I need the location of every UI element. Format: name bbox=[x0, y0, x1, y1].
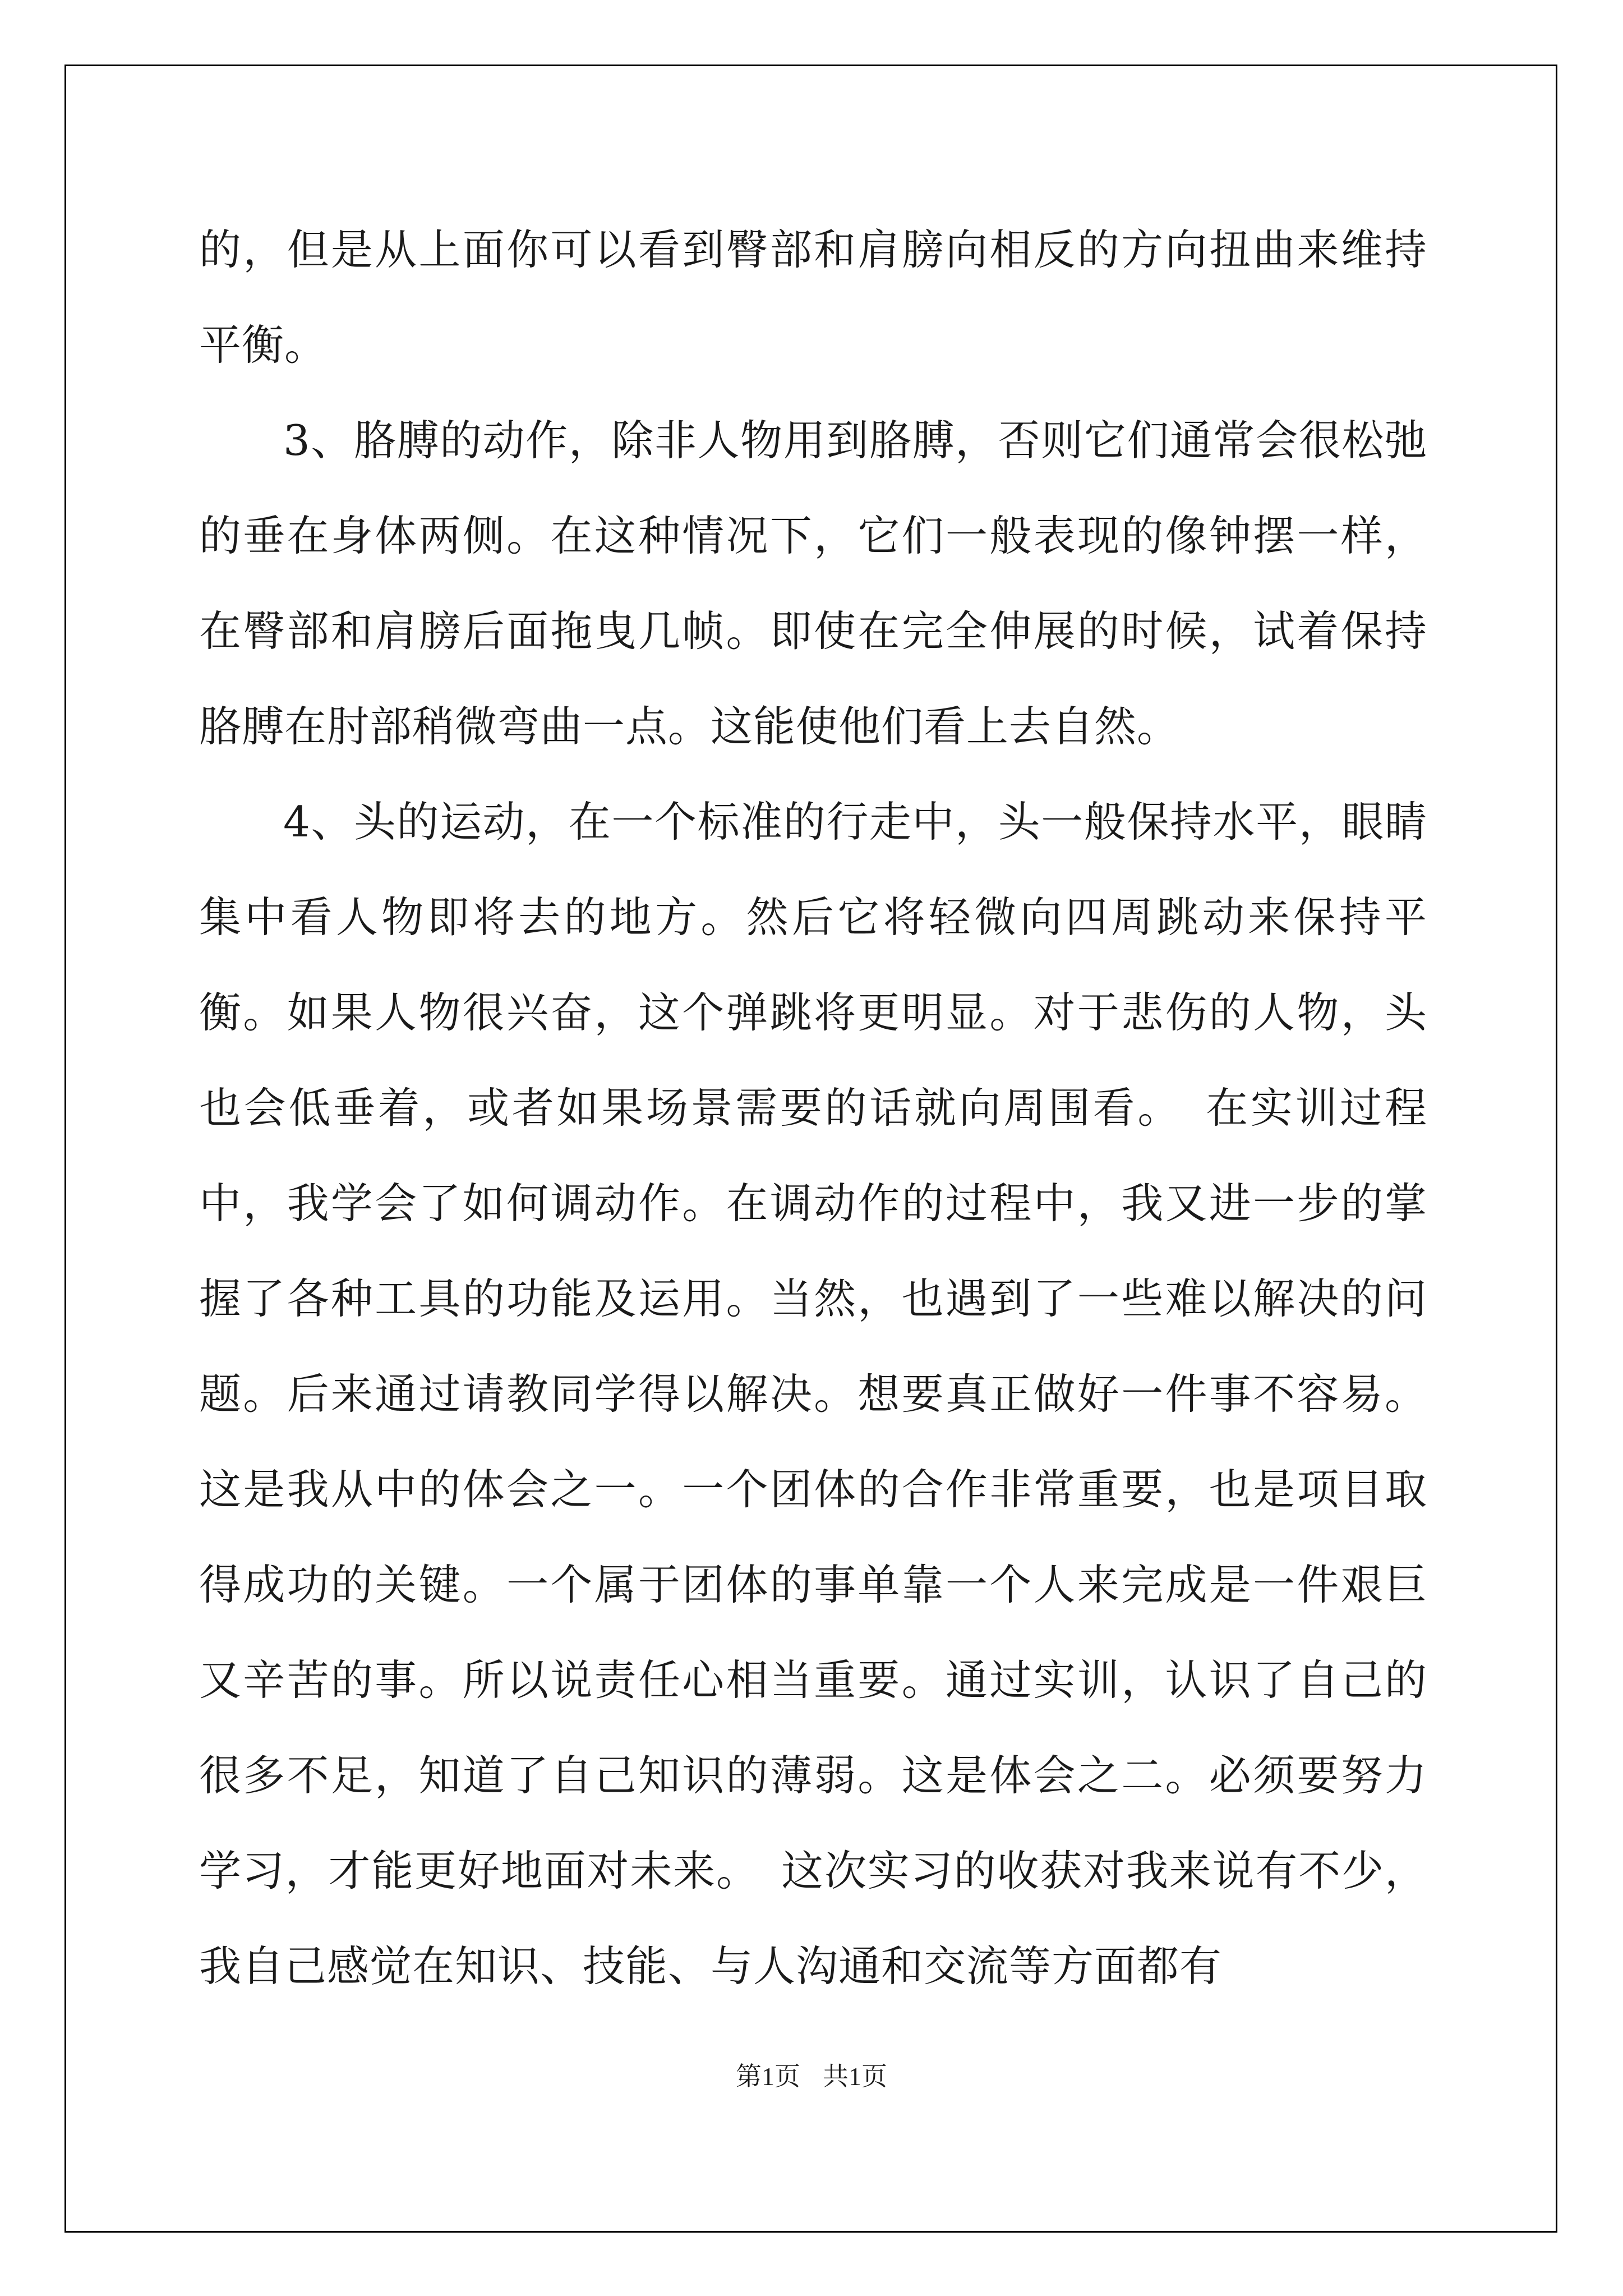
document-body bbox=[199, 202, 1427, 2014]
paragraph-2: 3、胳膊的动作，除非人物用到胳膊，否则它们通常会很松弛的垂在身体两侧。在这种情况下，它们一般表现的像钟摆一样，在臀部和肩膀后面拖曳几帧。即使在完全伸展的时候，试着保持胳膊在肘部稍微弯曲一点。这能使他们看上去自然。 bbox=[199, 416, 1427, 751]
page-number: 第1页 bbox=[736, 2062, 800, 2091]
paragraph-3: 4、头的运动，在一个标准的行走中，头一般保持水平，眼睛集中看人物即将去的地方。然后它将轻微向四周跳动来保持平衡。如果人物很兴奋，这个弹跳将更明显。对于悲伤的人物，头也会低垂着，或者如果场景需要的话就向周围看。 在实训过程中，我学会了如何调动作。在调动作的过程中，我又进一步的掌握了各种工具的功能及运用。当然，也遇到了一些难以解决的问题。后来通过请教同学得以解决。想要真正做好一件事不容易。这是我从中的体会之一。一个团体的合作非常重要，也是项目取得成功的关键。一个属于团体的事单靠一个人来完成是一件艰巨又辛苦的事。所以说责任心相当重要。通过实训，认识了自己的很多不足，知道了自己知识的薄弱。这是体会之二。必须要努力学习，才能更好地面对未来。 这次实习的收获对我来说有不少，我自己感觉在知识、技能、与人沟通和交流等方面都有 bbox=[199, 797, 1427, 1991]
page-footer bbox=[0, 2056, 1623, 2093]
paragraph-1: 的，但是从上面你可以看到臀部和肩膀向相反的方向扭曲来维持平衡。 bbox=[199, 225, 1427, 370]
page-total: 共1页 bbox=[823, 2062, 887, 2091]
